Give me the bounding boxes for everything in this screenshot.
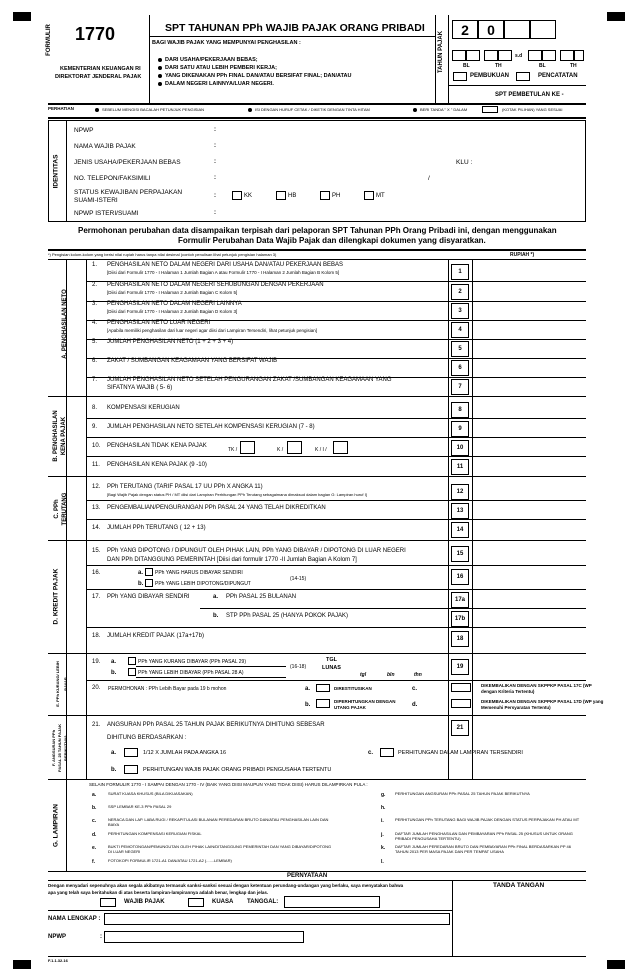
identitas-section: [48, 120, 586, 222]
item-20-a: a.: [305, 686, 311, 692]
pencatatan-checkbox[interactable]: [516, 72, 530, 81]
k-label: K /: [277, 447, 284, 453]
perhatian-label: PERHATIAN: [48, 106, 74, 111]
item-9-label: JUMLAH PENGHASILAN NETO SETELAH KOMPENSASI KERUGIAN (7 - 8): [107, 424, 315, 430]
status-label-1: STATUS KEWAJIBAN PERPAJAKAN: [74, 189, 183, 196]
pernyataan-npwp-colon: :: [100, 934, 102, 940]
bl-label-2: BL: [539, 63, 546, 69]
item-7-number: 7.: [92, 377, 98, 383]
box-19: 19: [451, 659, 469, 675]
item-12-label: PPh TERUTANG (TARIF PASAL 17 UU PPh X ANGKA 11): [107, 484, 263, 490]
diperhitungkan-label-2: UTANG PAJAK: [334, 705, 366, 710]
kurang-bayar-checkbox[interactable]: [128, 657, 136, 665]
box-9: 9: [451, 421, 469, 437]
skppkp-17c-label-2: dengan Kriteria Tertentu): [481, 689, 535, 694]
section-c-side-2: TERUTANG: [62, 492, 68, 526]
section-f-side-1: F. ANGSURAN PPh: [51, 729, 56, 767]
lampiran-left-item: SURAT KUASA KHUSUS (BILA DIKUASAKAN): [108, 791, 193, 796]
perhatian-checkbox-sample: [482, 106, 498, 113]
tk-label: TK /: [228, 447, 238, 453]
lampiran-left-item: FOTOKOPI FORMULIR 1721-A1 DAN/ATAU 1721-A2 (.......LEMBAR): [108, 858, 232, 863]
item-14-label: JUMLAH PPh TERUTANG ( 12 + 13): [107, 525, 206, 531]
lampiran-right-item: DAFTAR JUMLAH PENGHASILAN DAN PEMBAYARAN PPh PASAL 25 (KHUSUS UNTUK ORANG PRIBADI PENGUSAHA TERTENTU): [395, 831, 573, 841]
item-11-number: 11.: [92, 462, 100, 468]
box-16: 16: [451, 569, 469, 585]
period-end-bl-1[interactable]: [528, 50, 542, 61]
perhatian-1: SEBELUM MENGISI BACALAH PETUNJUK PENGISIAN: [95, 107, 204, 112]
corner-marker-tl: [13, 12, 31, 21]
year-box-2[interactable]: 0: [478, 20, 504, 39]
harus-dibayar-checkbox[interactable]: [145, 568, 153, 576]
pernyataan-npwp-input[interactable]: [104, 931, 304, 943]
box-5: 5: [451, 341, 469, 357]
nama-lengkap-label: NAMA LENGKAP :: [48, 916, 101, 922]
item-4-label: PENGHASILAN NETO LUAR NEGERI: [107, 320, 211, 326]
box-21: 21: [451, 720, 469, 736]
item-2-number: 2.: [92, 282, 98, 288]
box-18: 18: [451, 631, 469, 647]
year-box-4[interactable]: [530, 20, 556, 39]
item-17-b: b.: [213, 613, 219, 619]
item-15-label-1: PPh YANG DIPOTONG / DIPUNGUT OLEH PIHAK LAIN, PPh YANG DIBAYAR / DIPOTONG DI LUAR NEGERI: [107, 548, 406, 554]
item-15-label-2: DAN PPh DITANGGUNG PEMERINTAH [Diisi dari formulir 1770 -II Jumlah Bagian A Kolom 7]: [107, 557, 357, 563]
item-21-number: 21.: [92, 722, 101, 728]
lunas-label: LUNAS: [322, 665, 341, 671]
lampiran-left-letter: a.: [92, 792, 97, 798]
lampiran-left-letter: d.: [92, 832, 97, 838]
item-16-b: b.: [138, 581, 144, 587]
box-6: 6: [451, 360, 469, 376]
angsuran-c-checkbox[interactable]: [380, 748, 394, 757]
item-13-label: PENGEMBALIAN/PENGURANGAN PPh PASAL 24 YANG TELAH DIKREDITKAN: [107, 505, 326, 511]
angsuran-b-label: PERHITUNGAN WAJIB PAJAK ORANG PRIBADI PENGUSAHA TERTENTU: [143, 767, 332, 773]
skppkp-17d-label-2: Memenuhi Persyaratan Tertentu): [481, 705, 551, 710]
skppkp-17d-checkbox[interactable]: [451, 699, 471, 708]
bullet-3: YANG DIKENAKAN PPh FINAL DAN/ATAU BERSIFAT FINAL; DAN/ATAU: [158, 73, 352, 80]
wajib-pajak-label: WAJIB PAJAK: [124, 899, 165, 905]
box-1: 1: [451, 264, 469, 280]
lampiran-right-item: PERHITUNGAN PPh TERUTANG BAGI WAJIB PAJAK DENGAN STATUS PERPAJAKAN PH ATAU MT: [395, 817, 580, 822]
item-8-label: KOMPENSASI KERUGIAN: [107, 405, 180, 411]
npwp-label: NPWP: [74, 127, 94, 134]
tgl-label: TGL: [326, 657, 337, 663]
item-2-sub: [Diisi dari Formulir 1770 - I Halaman 2 Jumlah Bagian C Kolom 5]: [107, 290, 238, 295]
direstitusikan-checkbox[interactable]: [316, 684, 330, 692]
mt-checkbox[interactable]: [364, 191, 374, 200]
item-19-b: b.: [111, 670, 117, 676]
pembukuan-label: PEMBUKUAN: [470, 73, 509, 79]
item-16a-label: PPh YANG HARUS DIBAYAR SENDIRI: [155, 570, 243, 576]
sd-label: s.d: [515, 53, 523, 59]
item-10-number: 10.: [92, 443, 101, 449]
diperhitungkan-checkbox[interactable]: [316, 699, 330, 708]
angsuran-c-label: PERHITUNGAN DALAM LAMPIRAN TERSENDIRI: [398, 750, 523, 756]
box-11: 11: [451, 459, 469, 475]
period-end-th-1[interactable]: [560, 50, 574, 61]
npwp-istri-label: NPWP ISTERI/SUAMI: [74, 210, 139, 217]
telepon-label: NO. TELEPON/FAKSIMILI: [74, 175, 151, 182]
box-4: 4: [451, 322, 469, 338]
item-3-sub: [Diisi dari Formulir 1770 - I Halaman 2 Jumlah Bagian D Kolom 3]: [107, 309, 238, 314]
section-b-side-2: KENA PAJAK: [61, 416, 67, 456]
kementerian: KEMENTERIAN KEUANGAN RI: [60, 66, 141, 72]
perhatian-4: (KOTAK PILIHAN) YANG SESUAI: [502, 107, 563, 112]
wajib-pajak-checkbox[interactable]: [100, 898, 116, 907]
bullet-4: DALAM NEGERI LAINNYA/LUAR NEGERI.: [158, 81, 274, 88]
item-20-d: d.: [412, 702, 418, 708]
item-17b-label: STP PPh PASAL 25 (HANYA POKOK PAJAK): [226, 613, 349, 619]
item-18-number: 18.: [92, 633, 101, 639]
item-21-b: b.: [111, 767, 117, 773]
ph-checkbox[interactable]: [320, 191, 330, 200]
form-title: SPT TAHUNAN PPh WAJIB PAJAK ORANG PRIBADI: [165, 22, 425, 34]
section-e-side-2: BAYAR: [63, 677, 68, 691]
hb-checkbox[interactable]: [276, 191, 286, 200]
section-b-side-1: B. PENGHASILAN: [53, 410, 59, 462]
identitas-side: IDENTITAS: [52, 154, 60, 189]
item-15-number: 15.: [92, 548, 101, 554]
pernyataan-line-2: apa yang telah saya beritahukan di atas beserta lampiran-lampirannya adalah benar, lengkap dan jelas.: [48, 890, 269, 895]
perhatian-3: BERI TANDA " X " DALAM: [413, 107, 467, 112]
kk-label: KK: [244, 193, 253, 199]
item-17-number: 17.: [92, 594, 101, 600]
th-label-2: TH: [570, 63, 577, 69]
permohonan-label: PERMOHONAN : PPh Lebih Bayar pada 19 b mohon: [108, 686, 227, 692]
skppkp-17d-label-1: DIKEMBALIKAN DENGAN SKPPKP PASAL 17D (WP yang: [481, 699, 604, 704]
form-code: F.1.1.32.16: [48, 958, 68, 963]
status-label-2: SUAMI-ISTERI: [74, 197, 118, 204]
angsuran-b-checkbox[interactable]: [124, 765, 138, 774]
period-end-th-2[interactable]: [574, 50, 584, 61]
period-start-th-1[interactable]: [484, 50, 498, 61]
lampiran-left-item: PERHITUNGAN KOMPENSASI KERUGIAN FISKAL: [108, 831, 202, 836]
item-20-number: 20.: [92, 685, 101, 691]
direktorat: DIREKTORAT JENDERAL PAJAK: [55, 74, 142, 80]
item-5-label: JUMLAH PENGHASILAN NETO (1 + 2 + 3 + 4): [107, 339, 234, 345]
item-1-label: PENGHASILAN NETO DALAM NEGERI DARI USAHA DAN/ATAU PEKERJAAN BEBAS: [107, 262, 344, 268]
ph-label: PH: [332, 193, 341, 199]
lampiran-right-item: PERHITUNGAN ANGSURAN PPh PASAL 25 TAHUN PAJAK BERIKUTNYA: [395, 791, 530, 796]
item-4-sub: [Apabila memiliki penghasilan dari luar negeri agar diisi dari Lampiran Tersendiri, lihat petunjuk pengisian]: [107, 328, 318, 333]
item-21-c: c.: [368, 750, 374, 756]
corner-marker-bl: [13, 960, 31, 969]
year-box-3[interactable]: [504, 20, 530, 39]
klu-label: KLU :: [456, 159, 473, 166]
tk-input[interactable]: [240, 441, 255, 454]
item-3-number: 3.: [92, 301, 98, 307]
item-19-a: a.: [111, 659, 117, 665]
formulir-label: FORMULIR: [46, 24, 52, 56]
pernyataan-line-1: Dengan menyadari sepenuhnya akan segala akibatnya termasuk sanksi-sanksi sesuai dengan ketentuan perundang-undangan yang berlaku, saya menyatakan bahwa: [48, 883, 404, 888]
item-2-label: PENGHASILAN NETO DALAM NEGERI SEHUBUNGAN DENGAN PEKERJAAN: [107, 282, 324, 288]
year-box-1[interactable]: 2: [452, 20, 478, 39]
lampiran-right-letter: i.: [381, 818, 384, 824]
item-1-sub: [Diisi dari Formulir 1770 - I Halaman 1 Jumlah Bagian A atau Formulir 1770 - I Halaman 2 Jumlah Bagian B Kolom 5]: [107, 270, 340, 275]
box-14: 14: [451, 522, 469, 538]
item-6-label: ZAKAT / SUMBANGAN KEAGAMAAN YANG BERSIFAT WAJIB: [107, 358, 278, 364]
lebih-bayar-label: PPh YANG LEBIH DIBAYAR (PPh PASAL 28 A): [138, 670, 244, 676]
corner-marker-br: [607, 960, 625, 969]
hb-label: HB: [288, 193, 297, 199]
rupiah-header: RUPIAH *): [510, 252, 535, 258]
item-17-label: PPh YANG DIBAYAR SENDIRI: [107, 594, 190, 600]
item-20-c: c.: [412, 686, 418, 692]
item-12-sub: [Bagi Wajib Pajak dengan status PH / MT diisi dari Lampiran Perhitungan PPh Terutang sebagaimana dimaksud dalam bagian G: Lampiran huruf I]: [107, 492, 367, 497]
notice-line-1: Permohonan perubahan data disampaikan terpisah dari pelaporan SPT Tahunan PPh Orang Pribadi ini, dengan menggunakan: [78, 226, 557, 235]
box-17a: 17a: [451, 592, 469, 608]
lampiran-left-letter: c.: [92, 818, 97, 824]
lampiran-left-item: BUKTI PEMOTONGAN/PEMUNGUTAN OLEH PIHAK LAIN/DITANGGUNG PEMERINTAH DAN YANG DIBAYAR/DIPOTONG DI LUAR NEGERI: [108, 844, 332, 854]
th-label-1: TH: [495, 63, 502, 69]
lampiran-right-letter: h.: [381, 805, 386, 811]
section-c-side-1: C. PPh: [54, 499, 60, 519]
section-d-side: D. KREDIT PAJAK: [52, 568, 60, 625]
lampiran-left-letter: e.: [92, 845, 97, 851]
item-16-number: 16.: [92, 570, 101, 576]
section-a-side: A. PENGHASILAN NETO: [62, 289, 68, 359]
period-end-bl-2[interactable]: [542, 50, 556, 61]
spt-pembetulan-label: SPT PEMBETULAN KE -: [495, 92, 564, 98]
period-start-bl-2[interactable]: [466, 50, 480, 61]
diperhitungkan-label-1: DIPERHITUNGKAN DENGAN: [334, 699, 396, 704]
kk-checkbox[interactable]: [232, 191, 242, 200]
dihitung-label: DIHITUNG BERDASARKAN :: [107, 735, 187, 741]
item-9-number: 9.: [92, 424, 98, 430]
item-16b-label: PPh YANG LEBIH DIPOTONG/DIPUNGUT: [155, 581, 251, 587]
item-21-a: a.: [111, 750, 117, 756]
item-6-number: 6.: [92, 358, 98, 364]
lampiran-left-letter: f.: [92, 859, 96, 865]
lebih-bayar-checkbox[interactable]: [128, 668, 136, 676]
lampiran-right-letter: j.: [381, 832, 384, 838]
period-start-th-2[interactable]: [498, 50, 512, 61]
tanggal-label: TANGGAL:: [247, 899, 279, 905]
thn-sub: thn: [414, 672, 422, 678]
tahun-pajak-label: TAHUN PAJAK: [438, 30, 444, 74]
item-17a-label: PPh PASAL 25 BULANAN: [226, 594, 297, 600]
ki-input[interactable]: [333, 441, 348, 454]
ki-label: K / I /: [315, 447, 327, 453]
perhatian-2: ISI DENGAN HURUF CETAK / DIKETIK DENGAN TINTA HITAM: [248, 107, 370, 112]
bl-label-1: BL: [463, 63, 470, 69]
notice-line-2: Formulir Perubahan Data Wajib Pajak dan dilengkapi dokumen yang disyaratkan.: [178, 236, 486, 245]
item-20-b: b.: [305, 702, 311, 708]
k-input[interactable]: [287, 441, 302, 454]
lampiran-right-letter: g.: [381, 792, 386, 798]
box-8: 8: [451, 402, 469, 418]
item-19-formula: (16-18): [290, 664, 307, 670]
box-17b: 17b: [451, 611, 469, 627]
section-f-side-2: PASAL 25 TAHUN PAJAK: [57, 724, 62, 772]
angsuran-a-label: 1/12 X JUMLAH PADA ANGKA 16: [143, 750, 227, 756]
item-13-number: 13.: [92, 505, 101, 511]
section-e-side-1: E. PPh KURANG/ LEBIH: [55, 661, 60, 707]
nama-label: NAMA WAJIB PAJAK: [74, 143, 136, 150]
direstitusikan-label: DIRESTITUSIKAN: [334, 686, 372, 691]
item-7-sub: SIFATNYA WAJIB ( 5- 6): [107, 385, 173, 391]
item-1-number: 1.: [92, 262, 98, 268]
item-3-label: PENGHASILAN NETO DALAM NEGERI LAINNYA: [107, 301, 242, 307]
pernyataan-title: PERNYATAAN: [287, 873, 328, 879]
bln-sub: bln: [387, 672, 395, 678]
item-16-a: a.: [138, 570, 144, 576]
corner-marker-tr: [607, 12, 625, 21]
box-10: 10: [451, 440, 469, 456]
item-4-number: 4.: [92, 320, 98, 326]
form-subtitle: BAGI WAJIB PAJAK YANG MEMPUNYAI PENGHASILAN :: [152, 40, 301, 46]
bullet-1: DARI USAHA/PEKERJAAN BEBAS;: [158, 57, 258, 64]
skppkp-17c-checkbox[interactable]: [451, 683, 471, 692]
pernyataan-npwp-label: NPWP: [48, 934, 66, 940]
item-18-label: JUMLAH KREDIT PAJAK (17a+17b): [107, 633, 204, 639]
tanggal-input[interactable]: [284, 896, 380, 908]
item-16-formula: (14-15): [290, 576, 307, 582]
section-g-side: G. LAMPIRAN: [52, 804, 60, 847]
item-17-a: a.: [213, 594, 219, 600]
item-12-number: 12.: [92, 484, 101, 490]
pencatatan-label: PENCATATAN: [538, 73, 578, 79]
item-5-number: 5.: [92, 339, 98, 345]
kuasa-label: KUASA: [212, 899, 234, 905]
lampiran-left-letter: b.: [92, 805, 97, 811]
item-14-number: 14.: [92, 525, 101, 531]
lampiran-right-letter: l.: [381, 859, 384, 865]
lampiran-left-item: NERACA DAN LAP. LABA RUGI / REKAPITULASI BULANAN PEREDARAN BRUTO DAN/ATAU PENGHASILAN LAIN DAN BIAYA: [108, 817, 329, 827]
mt-label: MT: [376, 193, 385, 199]
item-21-label: ANGSURAN PPh PASAL 25 TAHUN PAJAK BERIKUTNYA DIHITUNG SEBESAR: [107, 722, 325, 728]
kuasa-checkbox[interactable]: [188, 898, 204, 907]
item-19-number: 19.: [92, 659, 101, 665]
telepon-slash: /: [428, 175, 430, 182]
kurang-bayar-label: PPh YANG KURANG DIBAYAR (PPh PASAL 29): [138, 659, 247, 665]
angsuran-a-checkbox[interactable]: [124, 748, 138, 757]
box-13: 13: [451, 503, 469, 519]
lampiran-right-item: DAFTAR JUMLAH PEREDARAN BRUTO DAN PEMBAYARAN PPh FINAL BERDASARKAN PP 46 TAHUN 2013 PER MASA PAJAK DAN PER TEMPAT USAHA: [395, 844, 571, 854]
lampiran-intro: SELAIN FORMULIR 1770 - I SAMPAI DENGAN 1770 - IV (BAIK YANG DIISI MAUPUN YANG TIDAK DIISI) HARUS DILAMPIRKAN PULA :: [89, 782, 368, 787]
bullet-2: DARI SATU ATAU LEBIH PEMBERI KERJA;: [158, 65, 277, 72]
item-7-label: JUMLAH PENGHASILAN NETO SETELAH PENGURANGAN ZAKAT /SUMBANGAN KEAGAMAAN YANG: [107, 377, 392, 383]
tgl-sub: tgl: [360, 672, 367, 678]
box-7: 7: [451, 379, 469, 395]
box-15: 15: [451, 546, 469, 562]
rupiah-note: *) Pengisian kolom-kolom yang berisi nilai rupiah harus tanpa nilai desimal (contoh penulisan lihat petunjuk pengisian halaman 3): [48, 252, 277, 257]
lampiran-left-item: SSP LEMBAR KE-3 PPh PASAL 29: [108, 804, 172, 809]
skppkp-17c-label-1: DIKEMBALIKAN DENGAN SKPPKP PASAL 17C (WP: [481, 683, 592, 688]
box-2: 2: [451, 284, 469, 300]
tanda-tangan-label: TANDA TANGAN: [493, 882, 545, 889]
nama-lengkap-input[interactable]: [104, 913, 450, 925]
item-8-number: 8.: [92, 405, 98, 411]
jenis-usaha-label: JENIS USAHA/PEKERJAAN BEBAS: [74, 159, 181, 166]
box-3: 3: [451, 303, 469, 319]
lampiran-right-letter: k.: [381, 845, 386, 851]
item-10-label: PENGHASILAN TIDAK KENA PAJAK: [107, 443, 207, 449]
lebih-dipotong-checkbox[interactable]: [145, 579, 153, 587]
section-f-side-3: BERIKUTNYA: [63, 735, 68, 761]
box-12: 12: [451, 484, 469, 500]
form-number: 1770: [75, 24, 116, 44]
pembukuan-checkbox[interactable]: [453, 72, 467, 81]
item-11-label: PENGHASILAN KENA PAJAK (9 -10): [107, 462, 207, 468]
period-start-bl-1[interactable]: [452, 50, 466, 61]
